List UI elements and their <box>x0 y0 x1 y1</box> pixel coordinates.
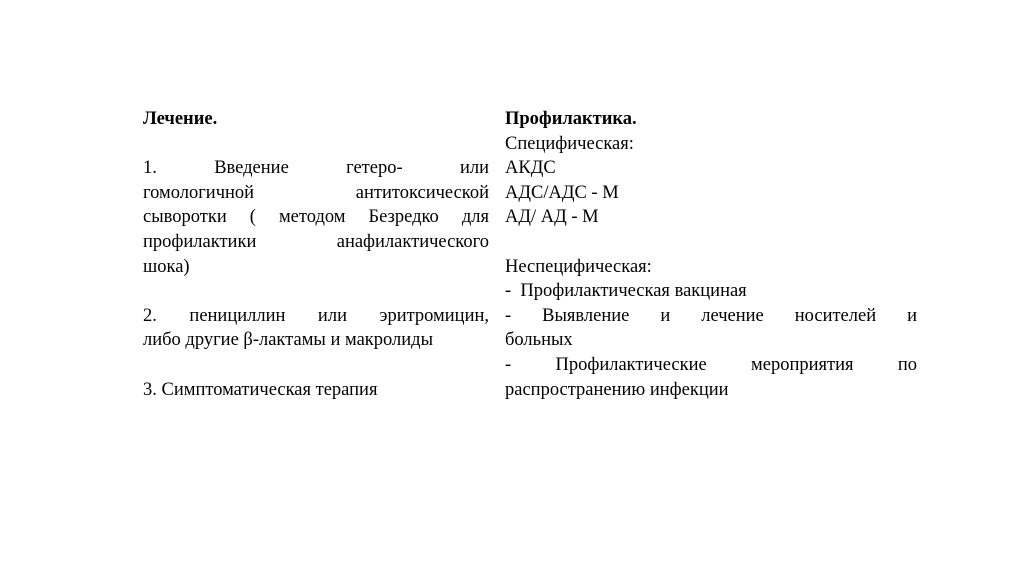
treatment-item-1-line-1: 1. Введение гетеро- или <box>143 158 489 179</box>
nonspecific-line-3: больных <box>505 330 573 351</box>
treatment-item-1-line-3: сыворотки ( методом Безредко для <box>143 207 489 228</box>
nonspecific-line-4: - Профилактические мероприятия по <box>505 354 917 375</box>
prevention-heading: Профилактика. <box>505 109 637 129</box>
specific-item: АД/ АД - М <box>505 207 599 228</box>
nonspecific-line-1: - Профилактическая вакциная <box>505 281 747 302</box>
spacer <box>143 353 489 378</box>
specific-item: АКДС <box>505 158 556 179</box>
treatment-item-1-line-4: профилактики анафилактического <box>143 231 489 252</box>
spacer <box>143 279 489 304</box>
treatment-heading: Лечение. <box>143 109 218 129</box>
treatment-column <box>143 107 489 402</box>
spacer <box>143 132 489 157</box>
prevention-column <box>505 107 917 402</box>
treatment-item-2-line-1: 2. пенициллин или эритромицин, <box>143 305 489 326</box>
treatment-item-2-line-2: либо другие β-лактамы и макролиды <box>143 330 433 351</box>
treatment-item-1-line-2: гомологичной антитоксической <box>143 182 489 203</box>
treatment-item-3: 3. Симптоматическая терапия <box>143 379 378 400</box>
nonspecific-line-5: распространению инфекции <box>505 379 729 400</box>
nonspecific-label: Неспецифическая: <box>505 256 652 277</box>
treatment-item-1-line-5: шока) <box>143 256 190 277</box>
nonspecific-line-2: - Выявление и лечение носителей и <box>505 305 917 326</box>
specific-label: Специфическая: <box>505 133 634 154</box>
specific-item: АДС/АДС - М <box>505 182 619 203</box>
spacer <box>505 230 917 255</box>
